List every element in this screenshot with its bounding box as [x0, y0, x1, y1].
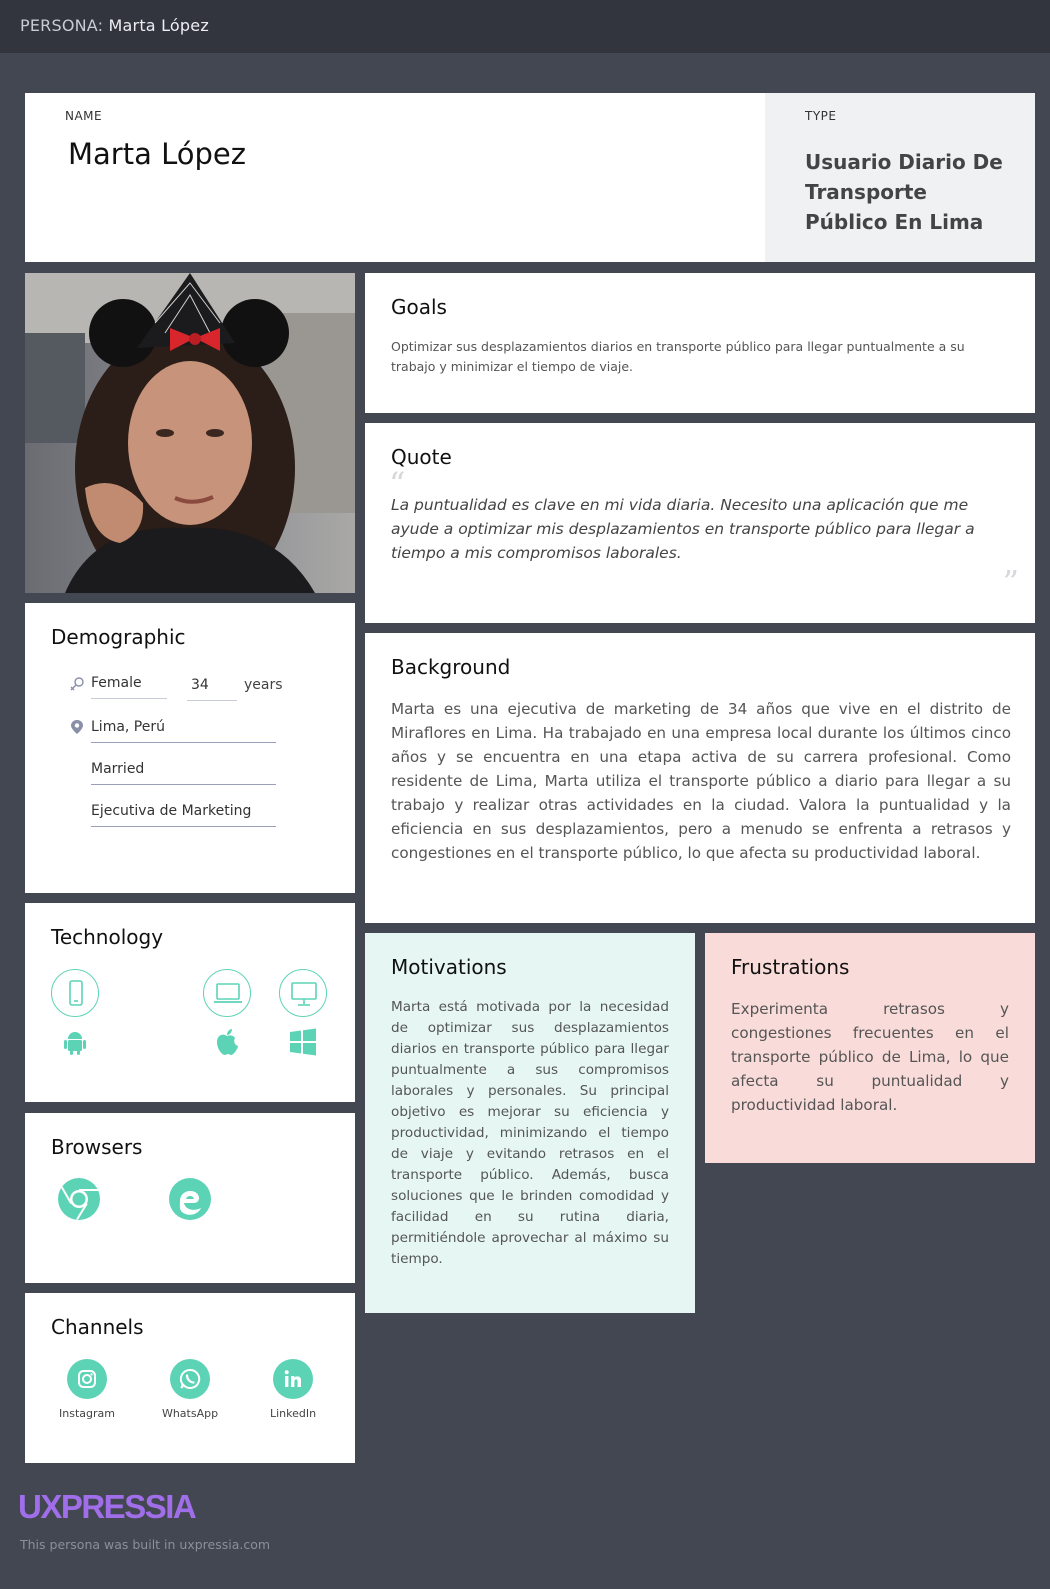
- location-icon: [70, 719, 84, 735]
- whatsapp-icon: [170, 1359, 210, 1399]
- type-label: TYPE: [805, 109, 837, 123]
- open-quote-icon: “: [389, 465, 406, 503]
- persona-photo: [25, 273, 355, 593]
- windows-icon: [289, 1028, 317, 1056]
- motivations-text: Marta está motivada por la necesidad de optimizar sus desplazamientos diarios en transporte público para llegar puntualmente a sus compromisos laborales y personales. Su principal objetivo es mejorar su eficiencia y productividad, minimizando el tiempo de viaje y evitando retrasos en el transporte público. Además, busca soluciones que le brinden comodidad y facilidad en su rutina diaria, permitiéndole aprovechar al máximo su tiempo.: [391, 999, 669, 1267]
- goals-text: Optimizar sus desplazamientos diarios en transporte público para llegar puntualmente a su trabajo y minimizar el tiempo de viaje.: [391, 339, 965, 374]
- channels-title: Channels: [51, 1315, 144, 1339]
- identity-card: [25, 93, 1035, 262]
- desktop-icon: [279, 969, 327, 1017]
- name-label: NAME: [65, 109, 103, 123]
- uxpressia-logo[interactable]: UXPRESSIA: [18, 1488, 196, 1525]
- footer-note: This persona was built in uxpressia.com: [20, 1537, 271, 1552]
- close-quote-icon: ”: [1002, 563, 1019, 601]
- laptop-icon: [203, 969, 251, 1017]
- android-icon: [62, 1029, 88, 1057]
- persona-name: Marta López: [68, 137, 246, 171]
- background-card: [365, 633, 1035, 923]
- frustrations-text: Experimenta retrasos y congestiones frecuentes en el transporte público de Lima, lo que afecta su puntualidad y productividad laboral.: [731, 1000, 1009, 1114]
- technology-card: [25, 903, 355, 1102]
- persona-title: PERSONA: Marta López: [20, 16, 209, 35]
- quote-card: [365, 423, 1035, 623]
- channel-label-whatsapp: WhatsApp: [161, 1407, 219, 1420]
- top-bar: [0, 0, 1050, 53]
- background-text: Marta es una ejecutiva de marketing de 34 años que vive en el distrito de Miraflores en Lima. Ha trabajado en una empresa local durante los últimos cinco años y se encuentra en una etapa activa de su carrera profesional. Como residente de Lima, Marta utiliza el transporte público a diario para llegar a su trabajo y realizar otras actividades en la ciudad. Valora la puntualidad y la eficiencia en sus desplazamientos, pero a menudo se enfrenta a retrasos y congestiones en el transporte público, lo que afecta su productividad laboral.: [391, 700, 1011, 862]
- channels-card: [25, 1293, 355, 1463]
- frustrations-card: [705, 933, 1035, 1163]
- frustrations-title: Frustrations: [731, 955, 850, 979]
- edge-icon: [168, 1177, 212, 1221]
- linkedin-icon: [273, 1359, 313, 1399]
- background-title: Background: [391, 655, 511, 679]
- age-unit: years: [244, 677, 283, 693]
- instagram-icon: [67, 1359, 107, 1399]
- motivations-card: [365, 933, 695, 1313]
- channel-label-instagram: Instagram: [59, 1407, 115, 1420]
- age-field: 34: [187, 673, 237, 701]
- mobile-icon: [51, 969, 99, 1017]
- apple-icon: [214, 1027, 240, 1057]
- browsers-card: [25, 1113, 355, 1283]
- goals-card: [365, 273, 1035, 413]
- browsers-title: Browsers: [51, 1135, 143, 1159]
- demographic-title: Demographic: [51, 625, 186, 649]
- channel-label-linkedin: LinkedIn: [269, 1407, 317, 1420]
- gender-icon: [69, 676, 85, 692]
- quote-title: Quote: [391, 445, 452, 469]
- goals-title: Goals: [391, 295, 447, 319]
- location-field: Lima, Perú: [91, 715, 276, 743]
- occupation-field: Ejecutiva de Marketing: [91, 799, 276, 827]
- quote-text: La puntualidad es clave en mi vida diaria. Necesito una aplicación que me ayude a optimizar mis desplazamientos en transporte público para llegar a tiempo a mis compromisos laborales.: [391, 496, 975, 562]
- type-panel: [765, 93, 1035, 262]
- demographic-card: [25, 603, 355, 893]
- marital-status-field: Married: [91, 757, 276, 785]
- gender-field: Female: [91, 671, 167, 699]
- technology-title: Technology: [51, 925, 164, 949]
- motivations-title: Motivations: [391, 955, 507, 979]
- persona-type: Usuario Diario De Transporte Público En Lima: [805, 150, 1003, 234]
- chrome-icon: [57, 1177, 101, 1221]
